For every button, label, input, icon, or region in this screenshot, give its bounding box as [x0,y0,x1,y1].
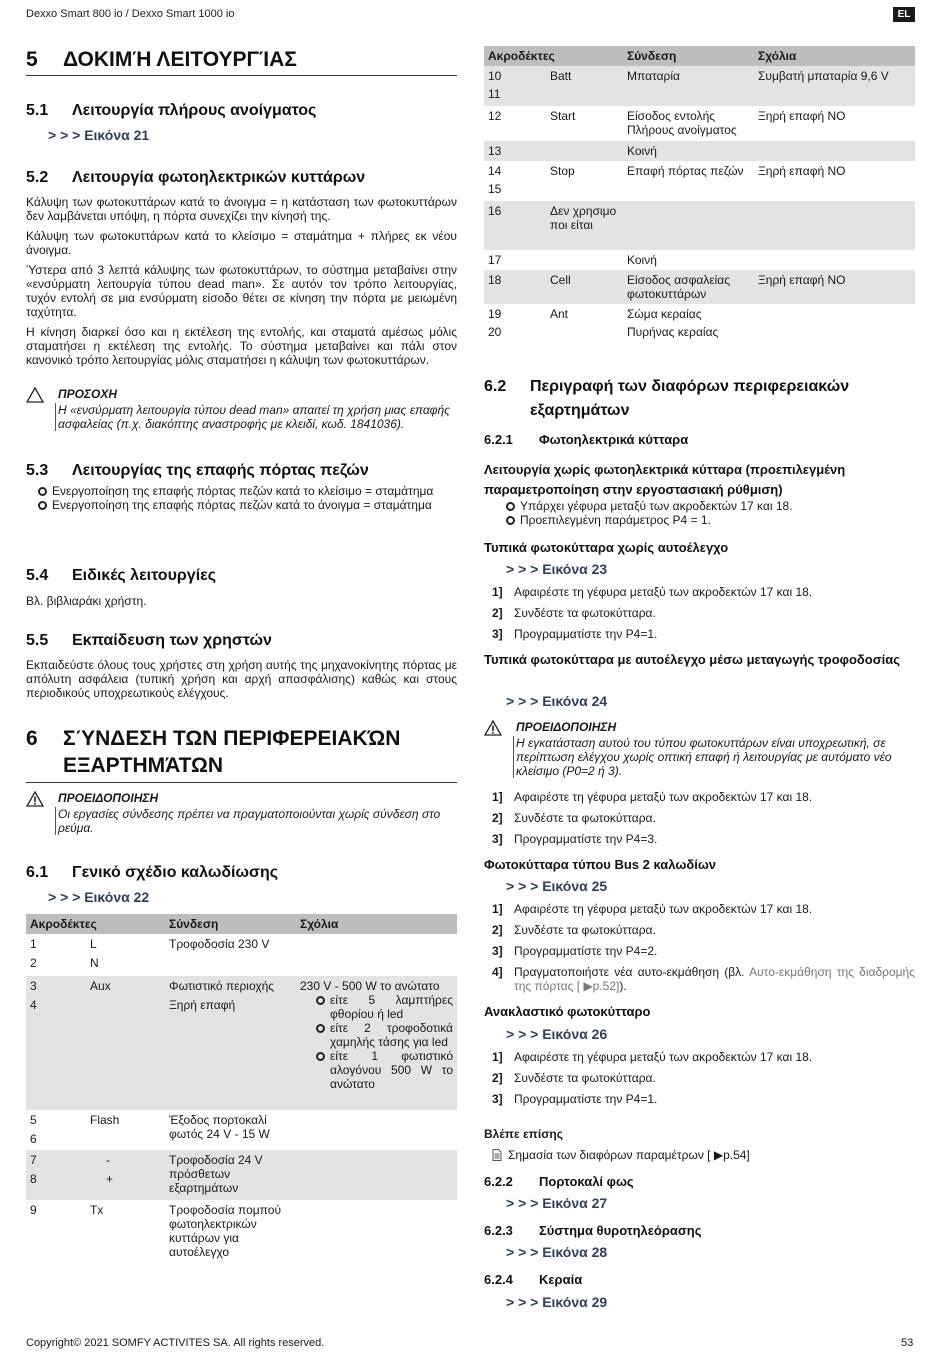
page-number: 53 [901,1337,914,1349]
table-row [26,1110,457,1150]
section-5-4-heading: 5.4 Ειδικές λειτουργίες [26,567,217,584]
bullet-icon [316,1024,325,1033]
list-item: Προεπιλεγμένη παράμετρος P4 = 1. [504,513,915,527]
table-cell [754,141,915,161]
bullet-icon [38,487,47,496]
paragraph: Η κίνηση διαρκεί όσο και η εκτέλεση της εντολής, και σταματά αμέσως μόλις σταματήσει η εκτέλεση της εντολής. Το σύστημα μεταβαίνει και πάλι στον κανονικό τρόπο λειτουργίας μόλις σταματήσει η κάλυψη των φωτοκυττάρων. [26,325,457,367]
table-cell [754,250,915,270]
caution-notice [26,387,457,435]
table-cell: Κοινή [627,253,657,267]
list-item: Ενεργοποίηση της επαφής πόρτας πεζών κατά το άνοιγμα = σταμάτημα [36,498,457,512]
document-icon [492,1149,502,1164]
bullet-icon [506,502,515,511]
caution-triangle-icon [26,387,44,406]
list-item: είτε 2 τροφοδοτικά χαμηλής τάσης για led [314,1021,453,1049]
step-item: 1] Αφαιρέστε τη γέφυρα μεταξύ των ακροδεκτών 17 και 18. [492,790,813,804]
section-5-2-body [26,195,457,367]
table-cell: Δεν χρησιμοποι είται [546,201,623,250]
table-cell: L N [90,937,99,970]
figure-26-link[interactable]: > > > Εικόνα 26 [506,1026,608,1042]
table-cell: 13 [484,141,546,161]
table-cell [296,1200,457,1276]
figure-27-link[interactable]: > > > Εικόνα 27 [506,1195,608,1211]
figure-21-link[interactable]: > > > Εικόνα 21 [48,127,150,143]
table-header-row [26,914,457,934]
table-cell: Start [550,109,576,123]
table-cell [754,304,915,344]
table-cell: 14 15 [488,164,502,196]
table-cell: 7 8 [26,1150,86,1200]
table-row [26,1150,457,1200]
table-cell: 5 6 [30,1113,37,1146]
table-row [484,201,915,250]
figure-24-link[interactable]: > > > Εικόνα 24 [506,693,608,709]
section-6-2-2-heading: 6.2.2 Πορτοκαλί φως [484,1174,634,1189]
table-cell: 12 [488,109,502,123]
paragraph: Ύστερα από 3 λεπτά κάλυψης των φωτοκυττάρων, το σύστημα μεταβαίνει στην «ενσύρματη λειτουργία τύπου dead man». Σε αυτόν τον τρόπο λειτουργίας, τυχόν εντολή σε μια ενσύρματη είσοδο θέτει σε κίνηση την πόρτα με μειωμένη ταχύτητα. [26,263,457,319]
column-header: Σχόλια [296,914,457,934]
step-item: 3] Προγραμματίστε την P4=1. [492,1092,658,1106]
table-cell: - + [86,1150,165,1200]
column-header: Ακροδέκτες [484,46,623,66]
table-cell: Μπαταρία [623,66,754,106]
table-row [484,141,915,161]
table-row [484,250,915,270]
caution-text: Η «ενσύρματη λειτουργία τύπου dead man» απαιτεί τη χρήση μιας επαφής ασφαλείας (π.χ. διακόπτης αναστροφής με κλειδί, κωδ. 1841036). [55,403,454,431]
table-cell [296,934,457,976]
paragraph: Κάλυψη των φωτοκυττάρων κατά το άνοιγμα = η κατάσταση των φωτοκυττάρων δεν λαμβάνεται υπόψη, η πόρτα συνεχίζει την κίνησή της. [26,195,457,223]
section-5-5-text: Εκπαιδεύστε όλους τους χρήστες στη χρήση αυτής της μηχανοκίνητης πόρτας με απόλυτη ασφάλεια (τυπική χρήση και αρχή απασφάλισης) καθώς και στους περιοδικούς υποχρεωτικούς ελέγχους. [26,658,457,700]
table-cell: Φωτιστικό περιοχής Ξηρή επαφή [165,976,296,1110]
table-row [26,976,457,1110]
table-cell: Flash [90,1113,120,1127]
table-cell: 10 11 [484,66,546,106]
section-6-2-1-heading: 6.2.1 Φωτοηλεκτρικά κύτταρα [484,432,689,447]
warning-triangle-icon [26,791,44,810]
table-cell: 16 [484,201,546,250]
table-cell: 9 [30,1203,37,1217]
table-row [26,1200,457,1276]
warning-triangle-icon [484,720,502,739]
reflective-photocell-heading: Ανακλαστικό φωτοκύτταρο [484,1004,651,1019]
table-cell: Σώμα κεραίας Πυρήνας κεραίας [627,307,719,339]
section-5-1-heading: 5.1 Λειτουργία πλήρους ανοίγματος [26,102,317,119]
reflective-photocell-steps [484,1050,915,1113]
selftest-photocell-heading: Τυπικά φωτοκύτταρα με αυτοέλεγχο μέσω μεταγωγής τροφοδοσίας [484,652,900,667]
table-row [484,304,915,344]
document-title: Dexxo Smart 800 io / Dexxo Smart 1000 io [26,8,235,20]
section-6-1-heading: 6.1 Γενικό σχέδιο καλωδίωσης [26,864,279,881]
self-learning-link[interactable]: Αυτο-εκμάθηση της διαδρομής της πόρτας [514,965,915,993]
table-cell: Επαφή πόρτας πεζών [627,164,744,178]
figure-29-link[interactable]: > > > Εικόνα 29 [506,1294,608,1310]
column-header: Σχόλια [754,46,915,66]
section-6-2-3-heading: 6.2.3 Σύστημα θυροτηλεόρασης [484,1223,702,1238]
warning-text: Η εγκατάσταση αυτού του τύπου φωτοκυττάρων είναι υποχρεωτική, σε περίπτωση ελέγχου χωρίς οπτική επαφή ή λειτουργίας με αυτόματο νέο κλείσιμο (P0=2 ή 3). [513,736,912,778]
warning-text: Οι εργασίες σύνδεσης πρέπει να πραγματοποιούνται χωρίς σύνδεση στο ρεύμα. [55,807,454,835]
no-photocell-list [504,499,915,527]
table-cell: 1 2 [30,937,37,970]
step-item: 1] Αφαιρέστε τη γέφυρα μεταξύ των ακροδεκτών 17 και 18. [492,902,813,916]
table-cell: Aux [86,976,165,1110]
table-cell: 3 4 [26,976,86,1110]
table-cell: 19 20 [488,307,502,339]
table-cell: Κοινή [623,141,754,161]
column-header: Σύνδεση [165,914,296,934]
table-cell: 18 [484,270,546,304]
table-cell [546,141,623,161]
table-cell [754,201,915,250]
selftest-photocell-steps [484,790,915,853]
section-6-2-heading: 6.2 Περιγραφή των διαφόρων περιφερειακών εξαρτημάτων [484,378,850,419]
step-item: 1] Αφαιρέστε τη γέφυρα μεταξύ των ακροδεκτών 17 και 18. [492,1050,813,1064]
table-cell: Cell [546,270,623,304]
typical-photocell-steps [484,585,915,648]
table-cell: Είσοδος εντολής Πλήρους ανοίγματος [627,109,737,137]
table-cell: Tx [90,1203,104,1217]
bullet-icon [316,1052,325,1061]
see-also-title: Βλέπε επίσης [484,1127,563,1141]
table-cell: Stop [550,164,575,178]
bullet-icon [316,996,325,1005]
table-cell: 17 [488,253,502,267]
table-cell: Ant [550,307,569,321]
list-item: είτε 1 φωτιστικό αλογόνου 500 W το ανώτατο [314,1049,453,1091]
copyright-footer: Copyright© 2021 SOMFY ACTIVITES SA. All rights reserved. [26,1337,325,1349]
table-cell: 230 V - 500 W το ανώτατο είτε 5 λαμπτήρες φθορίου ή led είτε 2 τροφοδοτικά χαμηλής τάσης για led είτε 1 φωτιστικό αλογόνου 500 W το ανώτατο [296,976,457,1110]
list-item: Υπάρχει γέφυρα μεταξύ των ακροδεκτών 17 και 18. [504,499,915,513]
warning-title: ΠΡΟΕΙΔΟΠΟΙΗΣΗ [58,791,159,805]
table-cell [296,1150,457,1200]
figure-22-link[interactable]: > > > Εικόνα 22 [48,889,150,905]
table-cell: Τροφοδοσία 24 V πρόσθετων εξαρτημάτων [165,1150,296,1200]
table-cell: Ξηρή επαφή NO [758,109,846,123]
list-item: είτε 5 λαμπτήρες φθορίου ή led [314,993,453,1021]
typical-photocell-heading: Τυπικά φωτοκύτταρα χωρίς αυτοέλεγχο [484,540,729,555]
see-also-item[interactable]: Σημασία των διαφόρων παραμέτρων [ ▶p.54] [492,1148,750,1164]
warning-title: ΠΡΟΕΙΔΟΠΟΙΗΣΗ [516,720,617,734]
pedestrian-contact-list [36,484,457,512]
table-cell: Ξηρή επαφή NO [758,164,846,178]
table-row [484,106,915,141]
caution-title: ΠΡΟΣΟΧΗ [58,387,118,401]
language-badge: EL [893,7,915,22]
table-row [26,934,457,976]
step-item: 3] Προγραμματίστε την P4=2. [492,944,658,958]
step-item: 4] Πραγματοποιήστε νέα αυτο-εκμάθηση (βλ. Αυτο-εκμάθηση της διαδρομής της πόρτας [ ▶p.52]). [492,965,915,993]
table-cell [623,201,754,250]
lamp-options-list [314,993,453,1091]
wiring-table-left [26,914,457,1276]
table-cell: Έξοδος πορτοκαλί φωτός 24 V - 15 W [169,1113,270,1141]
selftest-warning-notice [484,720,915,782]
bus-photocell-heading: Φωτοκύτταρα τύπου Bus 2 καλωδίων [484,857,717,872]
table-cell: Τροφοδοσία 230 V [169,937,270,951]
wiring-table-right [484,46,915,344]
table-cell: Batt [546,66,623,106]
figure-25-link[interactable]: > > > Εικόνα 25 [506,878,608,894]
table-cell: Τροφοδοσία πομπού φωτοηλεκτρικών κυττάρων για αυτοέλεγχο [169,1203,282,1259]
table-cell [546,250,623,270]
bullet-icon [506,516,515,525]
paragraph: Κάλυψη των φωτοκυττάρων κατά το κλείσιμο = σταμάτημα + πλήρες εκ νέου άνοιγμα. [26,229,457,257]
table-cell: Ξηρή επαφή NO [754,270,915,304]
step-item: 2] Συνδέστε τα φωτοκύτταρα. [492,1071,656,1085]
section-5-4-text: Βλ. βιβλιαράκι χρήστη. [26,594,147,608]
column-header: Ακροδέκτες [26,914,165,934]
column-header: Σύνδεση [623,46,754,66]
table-row [484,270,915,304]
step-item: 1] Αφαιρέστε τη γέφυρα μεταξύ των ακροδεκτών 17 και 18. [492,585,813,599]
table-row [484,66,915,106]
table-cell [296,1110,457,1150]
figure-23-link[interactable]: > > > Εικόνα 23 [506,561,608,577]
section-5-2-heading: 5.2 Λειτουργία φωτοηλεκτρικών κυττάρων [26,169,366,186]
section-6-heading: 6 ΣΎΝΔΕΣΗ ΤΩΝ ΠΕΡΙΦΕΡΕΙΑΚΏΝ ΕΞΑΡΤΗΜΆΤΩΝ [26,725,457,783]
step-item: 3] Προγραμματίστε την P4=1. [492,627,658,641]
table-header-row [484,46,915,66]
page-ref-52[interactable]: [ ▶p.52] [576,979,620,993]
table-row [484,161,915,201]
figure-28-link[interactable]: > > > Εικόνα 28 [506,1244,608,1260]
section-5-heading: 5 ΔΟΚΙΜΉ ΛΕΙΤΟΥΡΓΊΑΣ [26,48,457,76]
warning-notice [26,791,457,839]
bus-photocell-steps [484,902,915,1000]
bullet-icon [38,501,47,510]
step-item: 2] Συνδέστε τα φωτοκύτταρα. [492,811,656,825]
step-item: 2] Συνδέστε τα φωτοκύτταρα. [492,606,656,620]
section-5-3-heading: 5.3 Λειτουργίας της επαφής πόρτας πεζών [26,462,369,479]
no-photocell-heading: Λειτουργία χωρίς φωτοηλεκτρικά κύτταρα (προεπιλεγμένη παραμετροποίηση στην εργοστασιακή ρύθμιση) [484,462,846,497]
table-cell: Συμβατή μπαταρία 9,6 V [754,66,915,106]
step-item: 2] Συνδέστε τα φωτοκύτταρα. [492,923,656,937]
section-6-2-4-heading: 6.2.4 Κεραία [484,1272,583,1287]
table-cell: Είσοδος ασφαλείας φωτοκυττάρων [623,270,754,304]
step-item: 3] Προγραμματίστε την P4=3. [492,832,658,846]
list-item: Ενεργοποίηση της επαφής πόρτας πεζών κατά το κλείσιμο = σταμάτημα [36,484,457,498]
section-5-5-heading: 5.5 Εκπαίδευση των χρηστών [26,632,272,649]
